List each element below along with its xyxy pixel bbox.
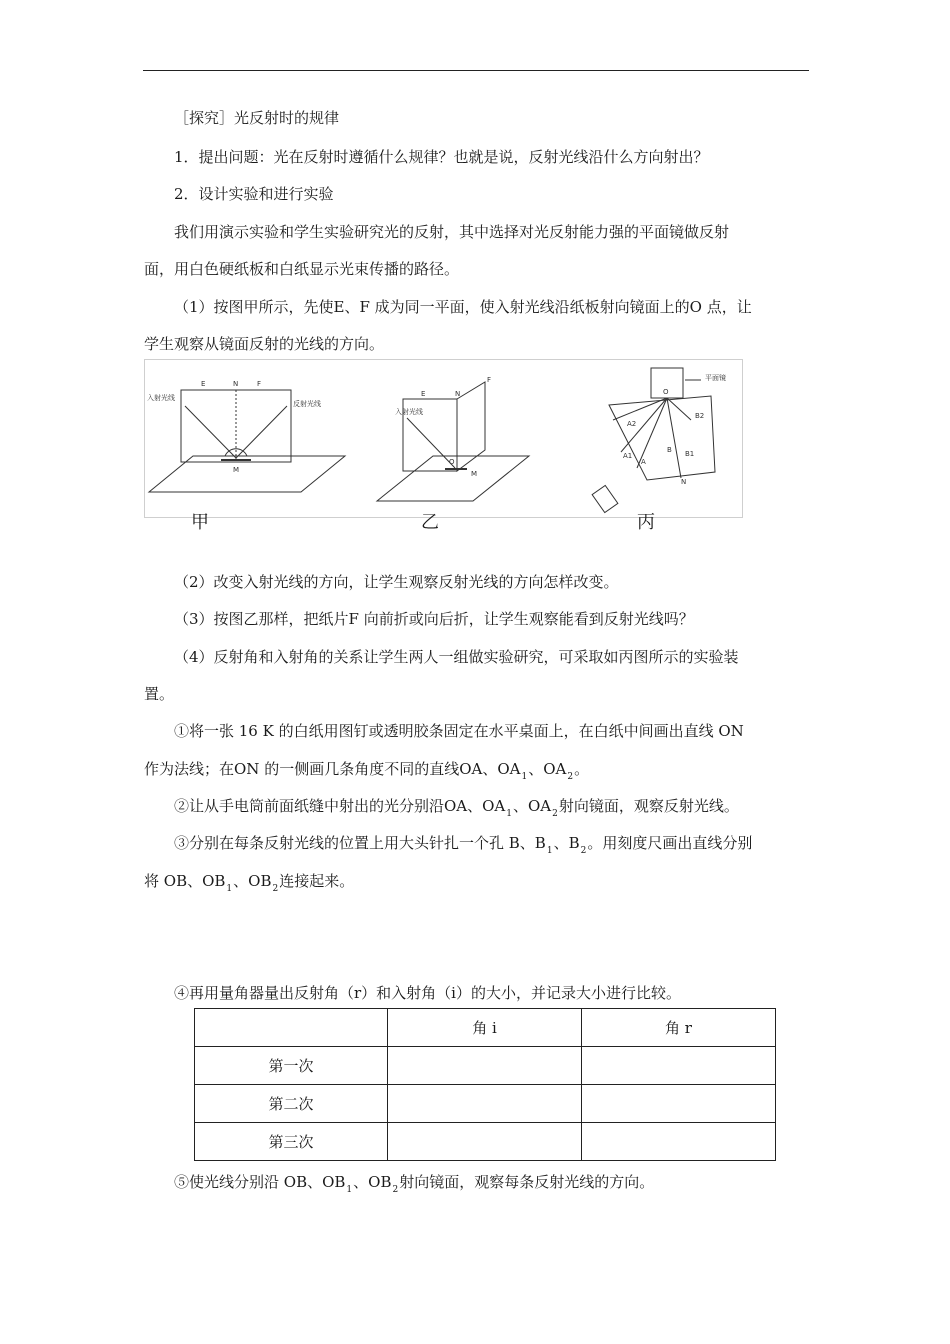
yi-incident-ray (407, 418, 455, 468)
experiment-figure (144, 359, 743, 533)
header-rule (143, 70, 809, 71)
question-1: 1．提出问题：光在反射时遵循什么规律？也就是说，反射光线沿什么方向射出？ (174, 148, 709, 166)
bing-label-n: N (681, 478, 687, 486)
check-3-line-2: 将 OB、$OB_1$、$OB_2$连接起来。 (144, 872, 355, 894)
jia-label-incident: 入射光线 (147, 394, 175, 402)
yi-board-f (457, 382, 485, 471)
check-3-line-1: ③分别在每条反射光线的位置上用大头针扎一个孔 B、$B_1$、$B_2$。用刻度尺画出直线分别 (174, 834, 753, 856)
check-2: ②让从手电筒前面纸缝中射出的光分别沿OA、$OA_1$、$OA_2$射向镜面，观察反射光线。 (174, 797, 739, 819)
step-4-line-1: （4）反射角和入射角的关系让学生两人一组做实验研究，可采取如丙图所示的实验装 (174, 648, 739, 666)
check-1-line-2: 作为法线；在ON 的一侧画几条角度不同的直线OA、$OA_1$、$OA_2$。 (144, 760, 590, 782)
step-2: （2）改变入射光线的方向，让学生观察反射光线的方向怎样改变。 (174, 573, 619, 591)
check-4: ④再用量角器量出反射角（r）和入射角（i）的大小，并记录大小进行比较。 (174, 984, 681, 1002)
angle-table (194, 1008, 776, 1161)
figure-drawing (145, 360, 742, 517)
step-1-line-1: （1）按图甲所示，先使E、F 成为同一平面，使入射光线沿纸板射向镜面上的O 点，让 (174, 298, 752, 316)
table-header-cell: 角 r (581, 1009, 775, 1047)
jia-table (149, 456, 345, 492)
intro-line-2: 面，用白色硬纸板和白纸显示光束传播的路径。 (144, 260, 460, 278)
check-1-line-1: ①将一张 16 K 的白纸用图钉或透明胶条固定在水平桌面上，在白纸中间画出直线 ON (174, 722, 744, 740)
table-row (195, 1123, 776, 1161)
bing-label-b1: B1 (685, 450, 695, 458)
yi-label-o: O (449, 458, 455, 466)
jia-reflected-ray (236, 406, 287, 458)
bing-label-a: A (641, 458, 646, 466)
bing-label-o: O (663, 388, 669, 396)
bing-label-b: B (667, 446, 672, 454)
step-4-line-2: 置。 (144, 685, 175, 703)
section-heading: ［探究］光反射时的规律 (174, 109, 340, 127)
jia-label-m: M (233, 466, 240, 474)
caption-yi: 乙 (421, 512, 439, 533)
bing-flashlight (592, 485, 618, 512)
yi-label-incident: 入射光线 (395, 408, 423, 416)
yi-label-f: F (487, 376, 492, 384)
bing-label-b2: B2 (695, 412, 705, 420)
question-2: 2．设计实验和进行实验 (174, 185, 334, 203)
caption-bing: 丙 (637, 512, 655, 533)
jia-label-f: F (257, 380, 262, 388)
jia-label-e: E (201, 380, 206, 388)
caption-jia: 甲 (191, 512, 209, 533)
jia-label-reflected: 反射光线 (293, 400, 321, 408)
table-row-label: 第三次 (195, 1123, 388, 1161)
bing-label-mirror: 平面镜 (705, 374, 726, 382)
jia-label-n: N (233, 380, 239, 388)
intro-line-1: 我们用演示实验和学生实验研究光的反射，其中选择对光反射能力强的平面镜做反射 (174, 223, 730, 241)
table-row-label: 第二次 (195, 1085, 388, 1123)
table-header-cell: 角 i (388, 1009, 582, 1047)
step-1-line-2: 学生观察从镜面反射的光线的方向。 (144, 335, 385, 353)
bing-label-a1: A1 (623, 452, 633, 460)
table-cell (388, 1085, 582, 1123)
table-cell (581, 1123, 775, 1161)
jia-incident-ray (185, 406, 236, 458)
yi-label-e: E (421, 390, 426, 398)
bing-label-a2: A2 (627, 420, 637, 428)
check-5: ⑤使光线分别沿 OB、$OB_1$、$OB_2$射向镜面，观察每条反射光线的方向。 (174, 1173, 655, 1195)
yi-label-n: N (455, 390, 461, 398)
bing-normal (667, 398, 681, 478)
table-cell (581, 1047, 775, 1085)
table-row (195, 1047, 776, 1085)
table-row (195, 1085, 776, 1123)
step-3: （3）按图乙那样，把纸片F 向前折或向后折，让学生观察能看到反射光线吗？ (174, 610, 694, 628)
yi-label-m: M (471, 470, 478, 478)
table-cell (388, 1047, 582, 1085)
table-row-label: 第一次 (195, 1047, 388, 1085)
table-header-cell (195, 1009, 388, 1047)
table-header-row (195, 1009, 776, 1047)
table-cell (581, 1085, 775, 1123)
table-cell (388, 1123, 582, 1161)
